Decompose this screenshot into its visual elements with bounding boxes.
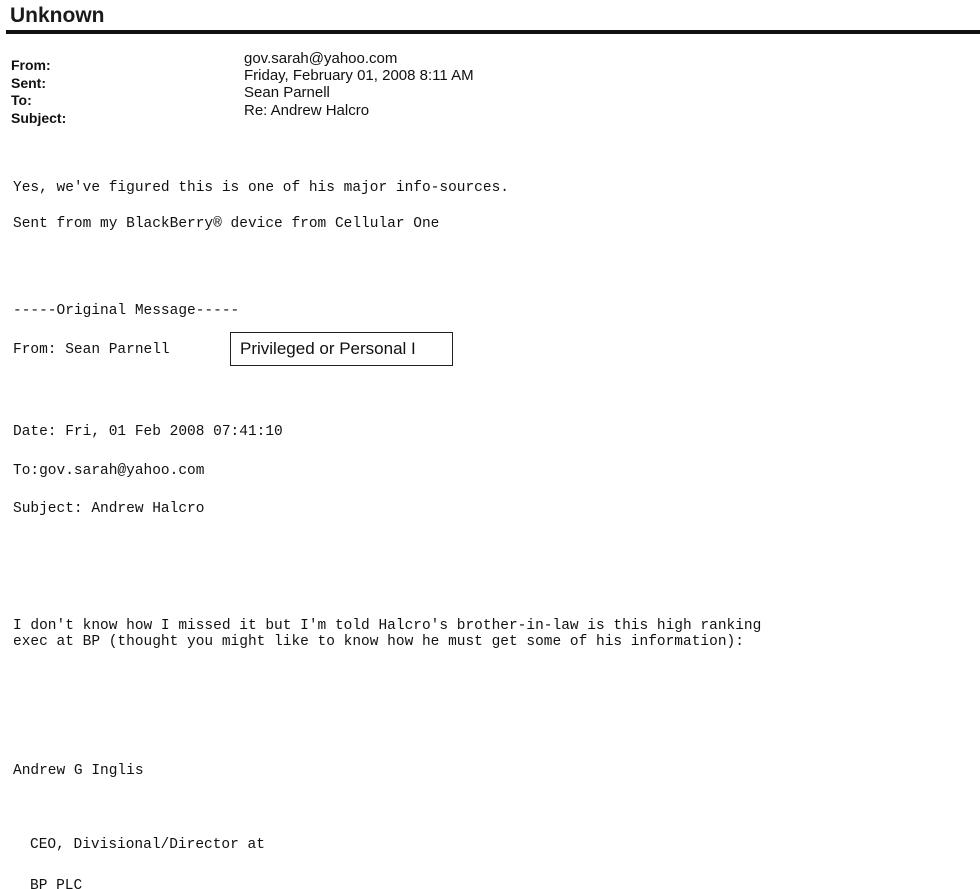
sent-label: Sent: <box>11 75 46 91</box>
original-date-line: Date: Fri, 01 Feb 2008 07:41:10 <box>13 424 283 440</box>
contact-role: CEO, Divisional/Director at <box>30 837 265 853</box>
reply-text: Yes, we've figured this is one of his major info-sources. <box>13 180 509 196</box>
subject-value: Re: Andrew Halcro <box>244 102 370 119</box>
title-divider <box>6 30 980 34</box>
message-body-line-2: exec at BP (thought you might like to know how he must get some of his information): <box>13 634 744 650</box>
from-value: gov.sarah@yahoo.com <box>244 50 398 67</box>
redaction-label: Privileged or Personal I <box>240 339 416 358</box>
subject-label: Subject: <box>11 110 67 126</box>
from-label: From: <box>11 57 51 73</box>
original-from-line: From: Sean Parnell <box>13 342 170 358</box>
to-label: To: <box>11 92 32 108</box>
message-body-line-1: I don't know how I missed it but I'm told Halcro's brother-in-law is this high ranking <box>13 618 762 634</box>
document-title: Unknown <box>10 4 105 27</box>
sent-value: Friday, February 01, 2008 8:11 AM <box>244 67 474 84</box>
reply-signature: Sent from my BlackBerry® device from Cellular One <box>13 216 440 232</box>
original-to-line: To:gov.sarah@yahoo.com <box>13 463 205 479</box>
contact-company: BP PLC <box>30 878 83 889</box>
original-subject-line: Subject: Andrew Halcro <box>13 501 205 517</box>
contact-name: Andrew G Inglis <box>13 763 144 779</box>
original-message-separator: -----Original Message----- <box>13 303 240 319</box>
to-value: Sean Parnell <box>244 84 330 101</box>
